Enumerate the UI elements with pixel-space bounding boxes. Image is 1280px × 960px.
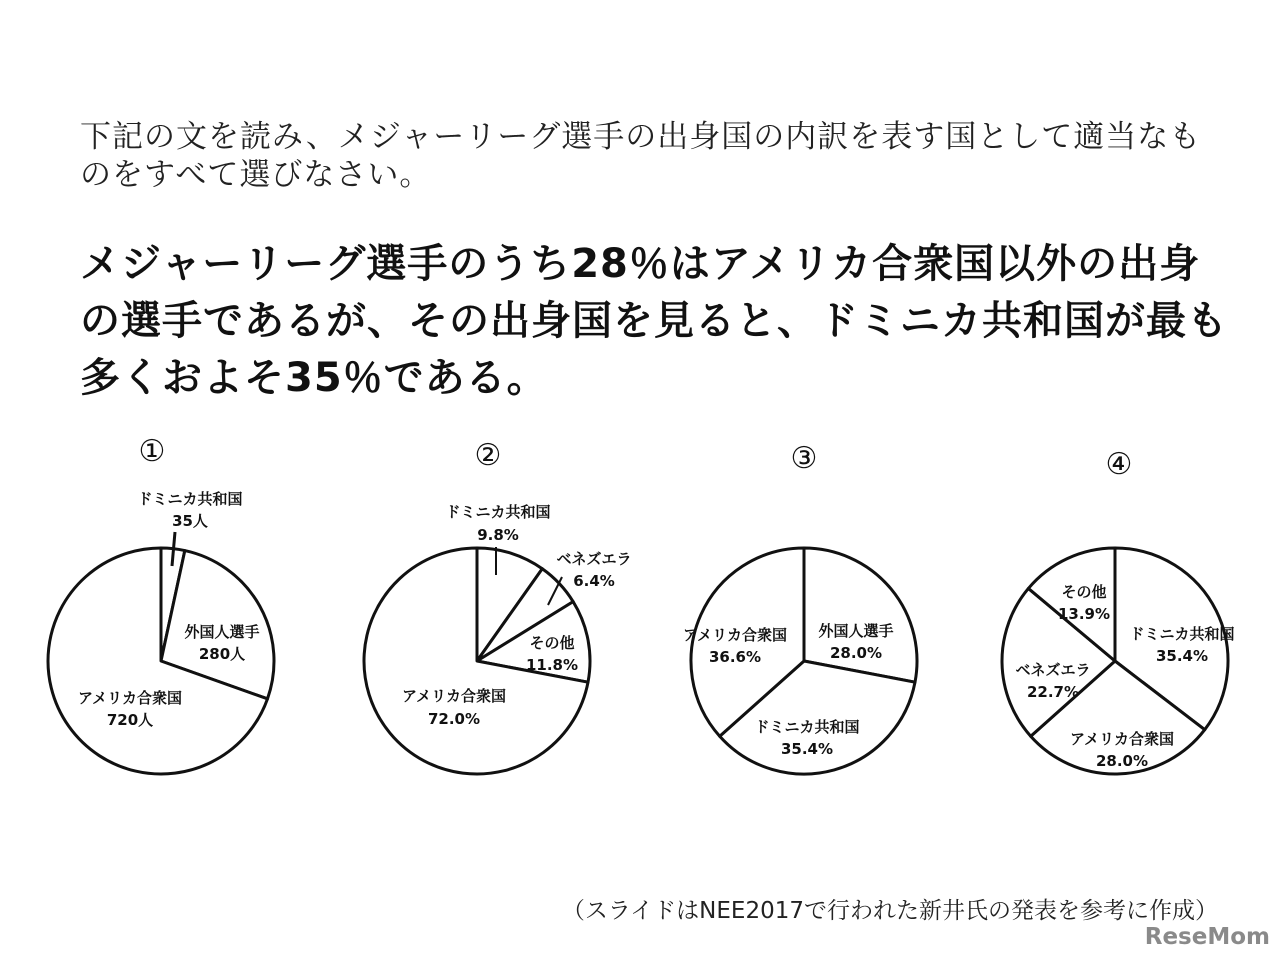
- slice-value-2-0: 9.8%: [477, 526, 519, 544]
- statement-text: メジャーリーグ選手のうち28％はアメリカ合衆国以外の出身の選手であるが、その出身国を見ると、ドミニカ共和国が最も多くおよそ35％である。: [80, 241, 1228, 401]
- slice-value-3-2: 36.6%: [708, 648, 762, 666]
- slice-label-2-0: ドミニカ共和国: [445, 503, 551, 521]
- slice-value-4-1: 28.0%: [1095, 752, 1149, 770]
- slice-label-2-3: アメリカ合衆国: [402, 687, 506, 705]
- slice-label-4-3: その他: [1061, 583, 1107, 601]
- pie-slice-3-0: [804, 548, 917, 682]
- slice-label-2-2: その他: [529, 634, 575, 652]
- chart-number-1: ①: [138, 434, 166, 469]
- slice-value-1-1: 280人: [198, 645, 246, 663]
- instruction-text: 下記の文を読み、メジャーリーグ選手の出身国の内訳を表す国として適当なものをすべて選びなさい。: [80, 119, 1202, 193]
- slice-label-3-2: アメリカ合衆国: [683, 626, 787, 644]
- slice-label-2-1: ベネズエラ: [556, 550, 632, 568]
- source-footnote: （スライドはNEE2017で行われた新井氏の発表を参考に作成）: [561, 898, 1218, 924]
- slice-label-4-1: アメリカ合衆国: [1070, 730, 1174, 748]
- slice-label-1-0: ドミニカ共和国: [137, 490, 243, 508]
- chart-number-3: ③: [790, 441, 818, 476]
- slice-label-4-0: ドミニカ共和国: [1129, 625, 1235, 643]
- slice-value-3-1: 35.4%: [780, 740, 834, 758]
- chart-number-4: ④: [1105, 447, 1133, 482]
- pie-chart-4: [1002, 447, 1235, 774]
- slice-value-1-2: 720人: [106, 711, 154, 729]
- slice-value-2-2: 11.8%: [525, 656, 579, 674]
- slice-value-4-0: 35.4%: [1155, 647, 1209, 665]
- slice-label-1-2: アメリカ合衆国: [78, 689, 182, 707]
- pie-chart-2: [364, 438, 632, 774]
- slice-value-3-0: 28.0%: [829, 644, 883, 662]
- slice-value-1-0: 35人: [172, 512, 208, 530]
- slice-label-1-1: 外国人選手: [184, 623, 260, 641]
- pie-chart-3: [683, 441, 917, 774]
- chart-number-2: ②: [474, 438, 502, 473]
- slice-value-4-2: 22.7%: [1026, 683, 1080, 701]
- slice-label-3-1: ドミニカ共和国: [754, 718, 860, 736]
- slice-value-2-3: 72.0%: [427, 710, 481, 728]
- slice-value-4-3: 13.9%: [1057, 605, 1111, 623]
- slice-label-3-0: 外国人選手: [818, 622, 894, 640]
- site-logo: ReseMom: [1144, 924, 1270, 950]
- slice-value-2-1: 6.4%: [573, 572, 615, 590]
- pie-chart-1: [48, 434, 274, 774]
- slice-label-4-2: ベネズエラ: [1015, 661, 1091, 679]
